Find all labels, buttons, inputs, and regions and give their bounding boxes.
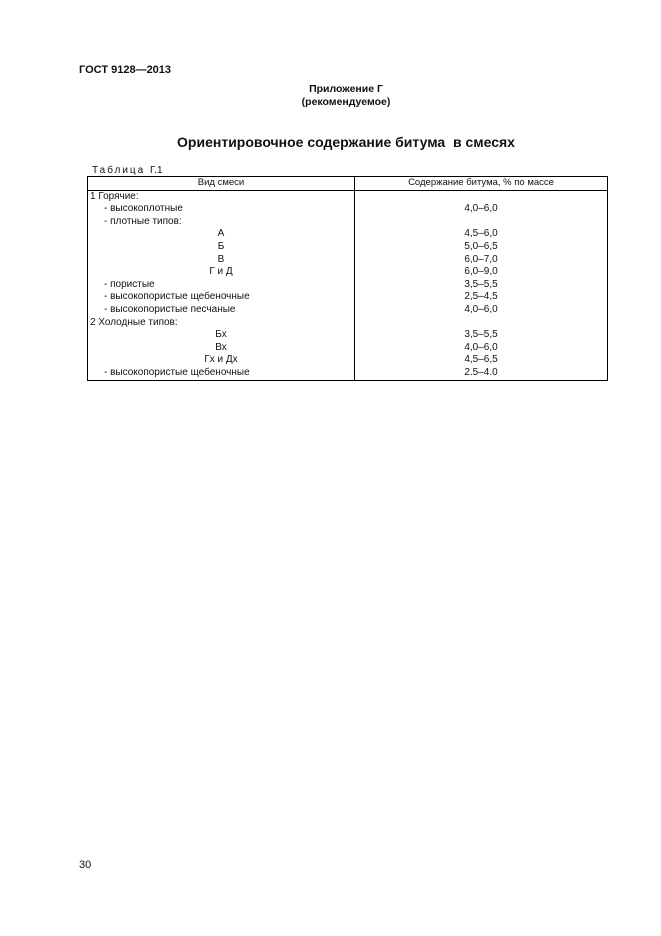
table-row bbox=[88, 317, 608, 330]
table-row bbox=[88, 354, 608, 367]
bitumen-content-cell: 4,0–6,0 bbox=[355, 304, 608, 317]
bitumen-content-cell: 6,0–9,0 bbox=[355, 266, 608, 279]
mix-type-cell: А bbox=[217, 228, 225, 240]
mix-type-cell: - пористые bbox=[104, 278, 155, 290]
mix-type-cell: Бх bbox=[215, 329, 227, 341]
mix-type-cell: - высокопористые песчаные bbox=[104, 303, 236, 315]
mix-type-cell: 2 Холодные типов: bbox=[90, 316, 178, 328]
bitumen-content-table bbox=[87, 176, 608, 381]
column-header-bitumen-content: Содержание битума, % по массе bbox=[355, 177, 608, 191]
mix-type-cell: 1 Горячие: bbox=[90, 190, 139, 202]
bitumen-content-cell: 3,5–5,5 bbox=[355, 279, 608, 292]
bitumen-content-cell: 4,0–6,0 bbox=[355, 203, 608, 216]
mix-type-cell: - высокопористые щебеночные bbox=[104, 366, 250, 378]
table-row bbox=[88, 216, 608, 229]
mix-type-cell: - высокопористые щебеночные bbox=[104, 291, 250, 303]
table-row bbox=[88, 228, 608, 241]
appendix-label: Приложение Г bbox=[309, 83, 383, 95]
mix-type-cell: Гх и Дх bbox=[204, 354, 238, 366]
table-row bbox=[88, 266, 608, 279]
standard-code: ГОСТ 9128—2013 bbox=[79, 64, 172, 76]
mix-type-cell: Б bbox=[217, 240, 225, 252]
bitumen-content-cell: 2,5–4,5 bbox=[355, 291, 608, 304]
appendix-kind: (рекомендуемое) bbox=[301, 96, 391, 108]
table-row bbox=[88, 304, 608, 317]
table-row bbox=[88, 291, 608, 304]
bitumen-content-cell bbox=[355, 317, 608, 330]
page-number: 30 bbox=[79, 859, 92, 871]
bitumen-content-cell bbox=[355, 216, 608, 229]
bitumen-content-cell: 4,5–6,5 bbox=[355, 354, 608, 367]
bitumen-content-cell: 4,5–6,0 bbox=[355, 228, 608, 241]
table-caption-number: Г.1 bbox=[150, 165, 163, 176]
bitumen-content-cell: 3,5–5,5 bbox=[355, 329, 608, 342]
bitumen-content-cell bbox=[355, 190, 608, 203]
bitumen-content-cell: 2.5–4.0 bbox=[355, 367, 608, 380]
table-caption bbox=[92, 165, 163, 176]
table-row bbox=[88, 254, 608, 267]
table-row bbox=[88, 279, 608, 292]
mix-type-cell: Вх bbox=[215, 341, 227, 353]
mix-type-cell: Г и Д bbox=[209, 266, 233, 278]
table-row bbox=[88, 190, 608, 203]
bitumen-content-cell: 6,0–7,0 bbox=[355, 254, 608, 267]
appendix-heading bbox=[230, 83, 462, 109]
table-header-row bbox=[88, 177, 608, 191]
mix-type-cell: - высокоплотные bbox=[104, 203, 183, 215]
table-row bbox=[88, 342, 608, 355]
mix-type-cell: - плотные типов: bbox=[104, 215, 182, 227]
document-title: Ориентировочное содержание битума в смесях bbox=[177, 134, 515, 150]
table-row bbox=[88, 367, 608, 380]
mix-type-cell: В bbox=[217, 253, 225, 265]
bitumen-content-cell: 4,0–6,0 bbox=[355, 342, 608, 355]
table-row bbox=[88, 241, 608, 254]
bitumen-content-cell: 5,0–6,5 bbox=[355, 241, 608, 254]
column-header-mix-type: Вид смеси bbox=[88, 177, 355, 191]
table-row bbox=[88, 329, 608, 342]
table-row bbox=[88, 203, 608, 216]
table-caption-word: Таблица bbox=[92, 165, 146, 176]
